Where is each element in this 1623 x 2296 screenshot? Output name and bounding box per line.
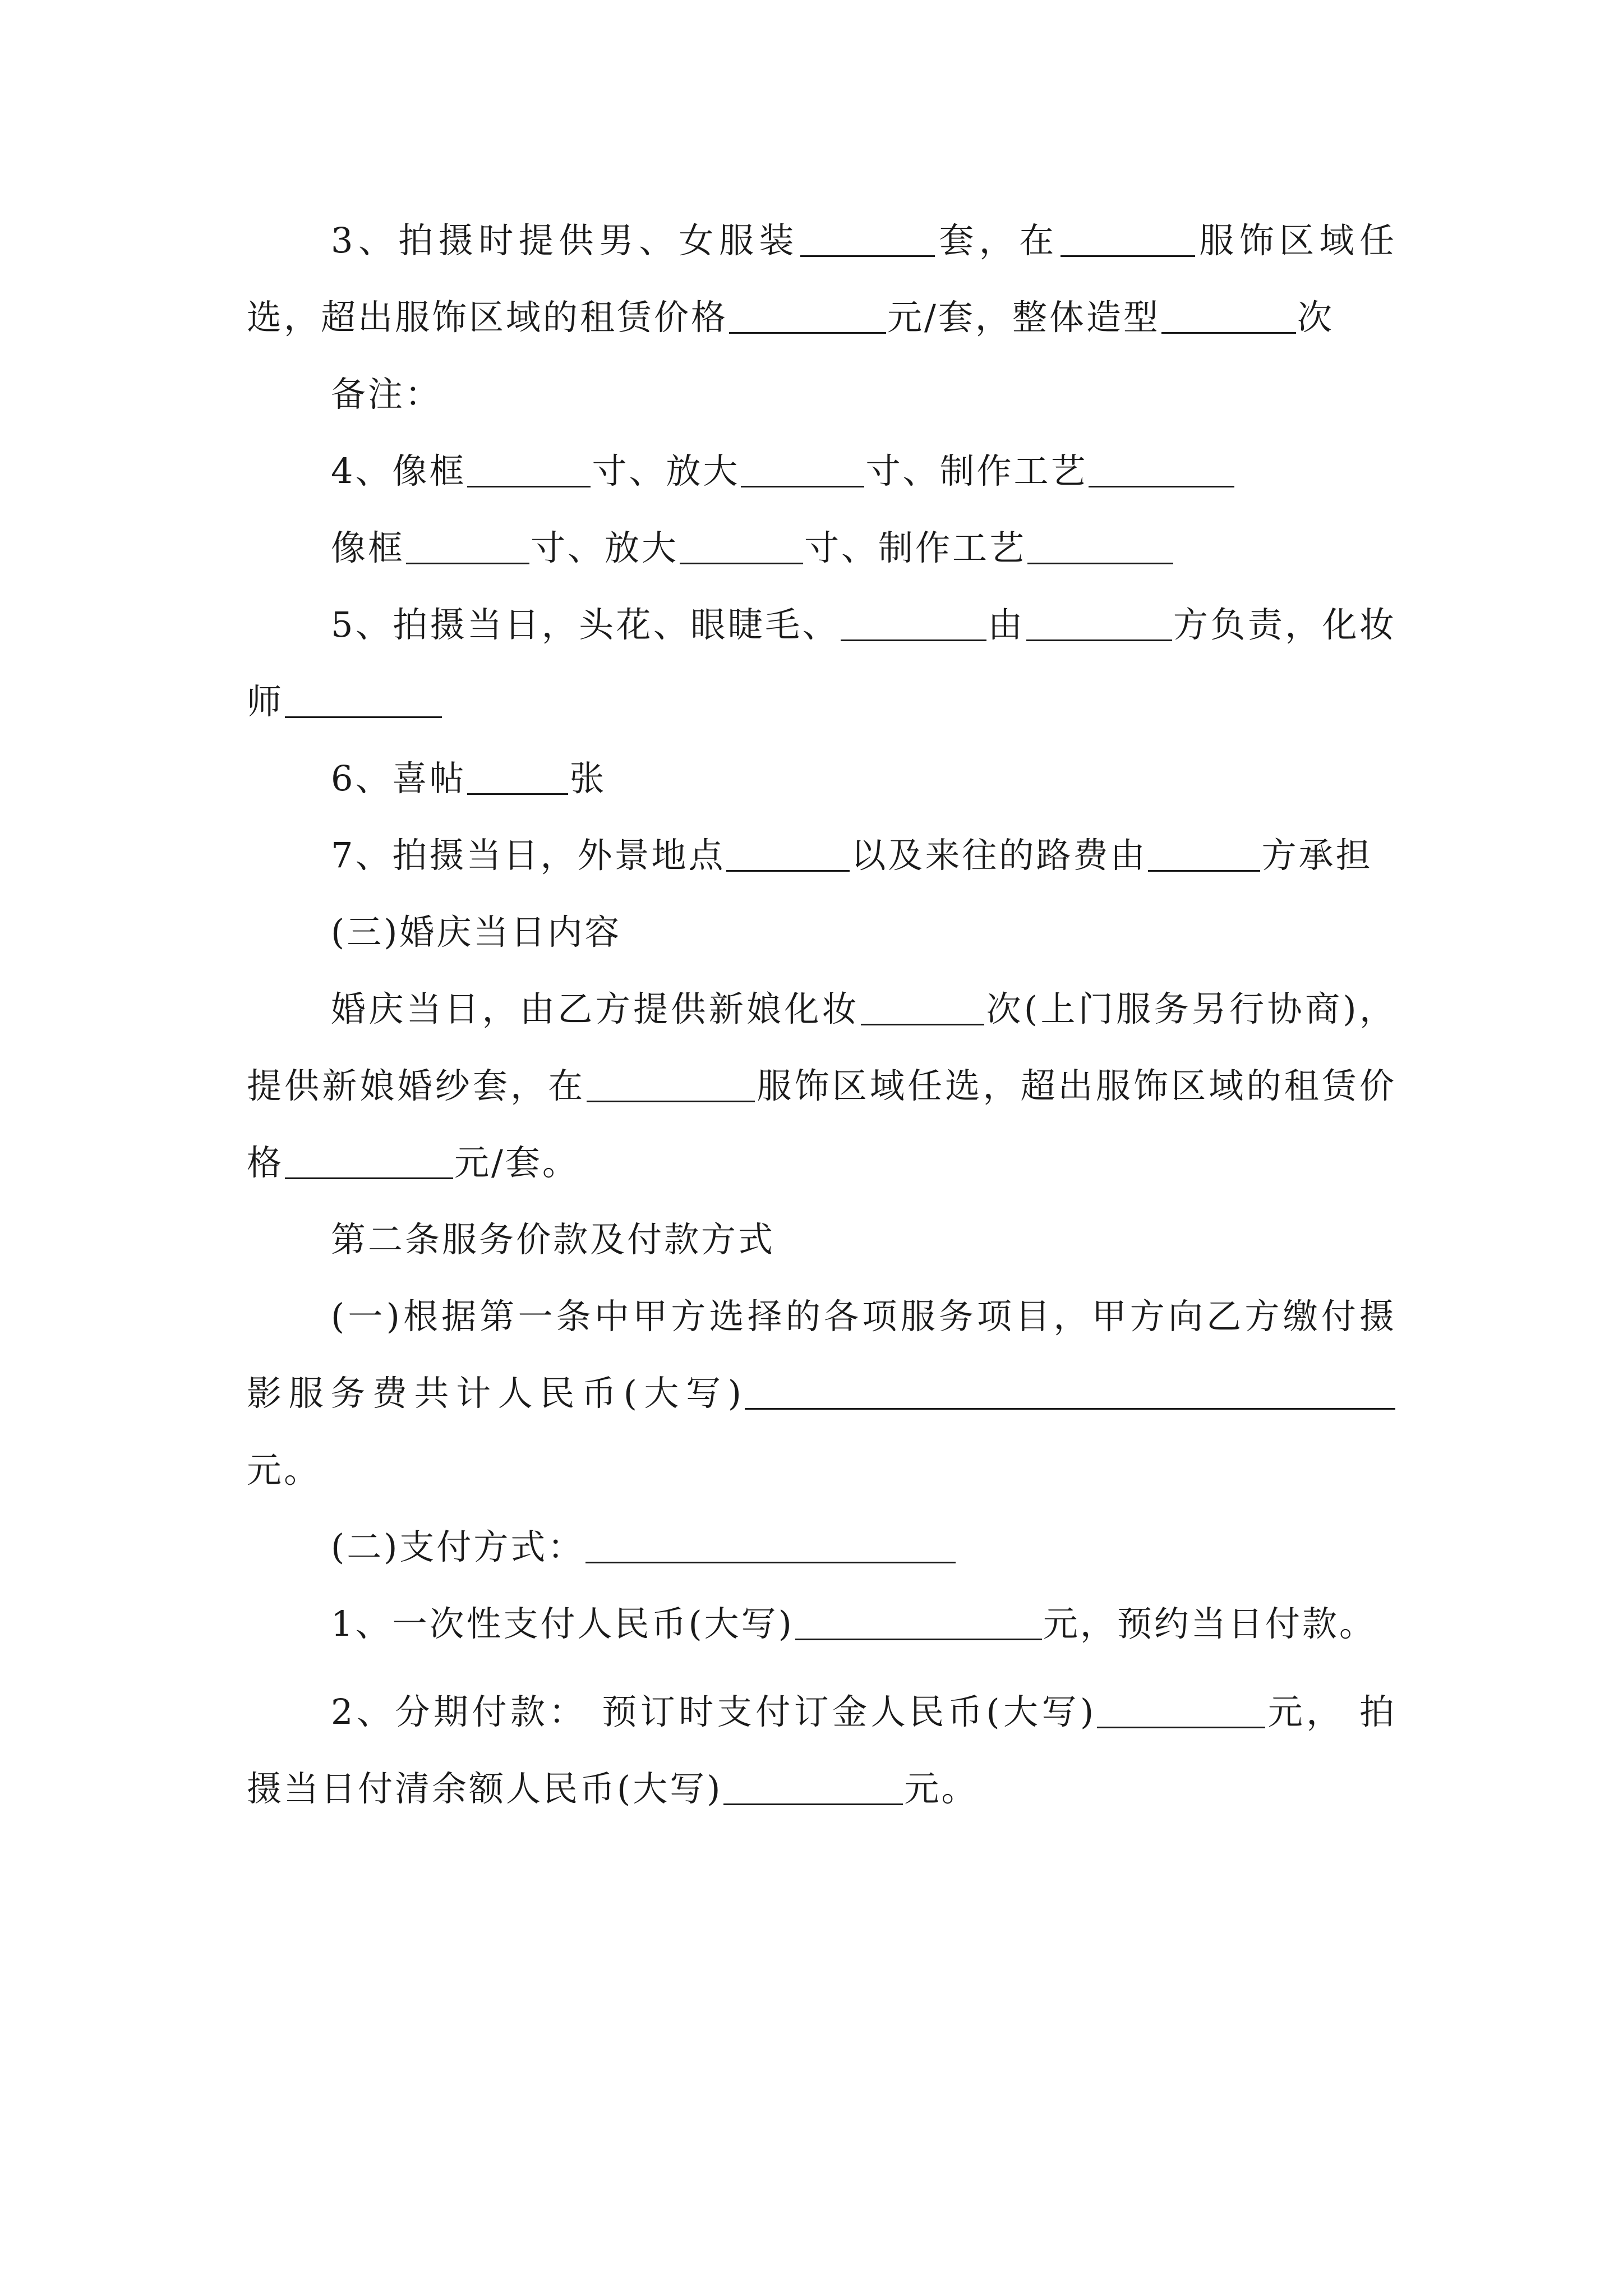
remark-label: 备注： bbox=[331, 374, 442, 415]
article-2-paragraph-1 bbox=[247, 1278, 1396, 1508]
fill-blank[interactable] bbox=[1148, 835, 1260, 872]
fill-blank[interactable] bbox=[467, 758, 568, 795]
fill-blank[interactable] bbox=[861, 989, 984, 1025]
section-3-body bbox=[247, 970, 1396, 1201]
fill-blank[interactable] bbox=[723, 1769, 903, 1805]
fill-blank[interactable] bbox=[680, 528, 803, 564]
document-page bbox=[247, 202, 1396, 1827]
fill-blank[interactable] bbox=[285, 682, 442, 718]
fill-blank[interactable] bbox=[745, 1373, 1395, 1410]
article-2-p1-text-c: 大写) bbox=[639, 1373, 744, 1414]
item-4-text-a: 4、像框 bbox=[331, 450, 467, 491]
article-2-paragraph-2 bbox=[247, 1508, 1396, 1585]
fill-blank[interactable] bbox=[587, 1066, 755, 1102]
item-5-paragraph bbox=[247, 586, 1396, 740]
payment-2-paragraph bbox=[247, 1673, 1396, 1827]
payment-2-text-a: 2、分期付款： 预订时支付订金人民币(大写) bbox=[331, 1691, 1096, 1732]
item-5-text-c: 方负责，化妆师 bbox=[247, 604, 1396, 722]
item-6-text-b: 张 bbox=[569, 758, 607, 799]
item-7-paragraph bbox=[247, 817, 1396, 894]
item-7-text-b: 以及来往的路费由 bbox=[851, 835, 1147, 876]
item-4b-text-a: 像框 bbox=[331, 527, 405, 568]
article-2-p2-text-a: (二)支付方式： bbox=[331, 1526, 585, 1567]
item-4-text-c: 寸、制作工艺 bbox=[865, 450, 1088, 491]
item-7-text-a: 7、拍摄当日，外景地点 bbox=[331, 835, 726, 876]
item-4b-text-c: 寸、制作工艺 bbox=[804, 527, 1027, 568]
fill-blank[interactable] bbox=[1061, 220, 1195, 257]
payment-1-text-b: 元，预约当日付款。 bbox=[1043, 1603, 1376, 1644]
article-2-p1-text-b: ( bbox=[623, 1373, 639, 1414]
item-6-text-a: 6、喜帖 bbox=[331, 758, 467, 799]
item-3-paragraph bbox=[247, 202, 1396, 356]
section-3-text-c: 服饰区域任选，超出服饰区域的租赁价格 bbox=[247, 1065, 1396, 1183]
fill-blank[interactable] bbox=[406, 528, 529, 564]
fill-blank[interactable] bbox=[729, 297, 886, 334]
item-6-paragraph bbox=[247, 740, 1396, 817]
item-3-text-b: 套，在 bbox=[935, 220, 1059, 261]
fill-blank[interactable] bbox=[1161, 297, 1296, 334]
fill-blank[interactable] bbox=[585, 1527, 956, 1563]
fill-blank[interactable] bbox=[800, 220, 935, 257]
fill-blank[interactable] bbox=[795, 1604, 1042, 1640]
fill-blank[interactable] bbox=[741, 451, 864, 487]
item-7-text-c: 方承担 bbox=[1261, 835, 1373, 876]
fill-blank[interactable] bbox=[1097, 1692, 1265, 1728]
section-3-title: (三)婚庆当日内容 bbox=[331, 912, 622, 953]
item-3-text-a: 3、拍摄时提供男、女服装 bbox=[331, 220, 799, 261]
fill-blank[interactable] bbox=[467, 451, 591, 487]
fill-blank[interactable] bbox=[285, 1143, 453, 1179]
item-5-text-a: 5、拍摄当日，头花、眼睫毛、 bbox=[331, 604, 840, 645]
section-3-text-a: 婚庆当日，由乙方提供新娘化妆 bbox=[331, 988, 860, 1029]
item-4b-text-b: 寸、放大 bbox=[531, 527, 679, 568]
section-3-text-b: 次(上门服务另行协商)，提供新娘婚纱套，在 bbox=[247, 988, 1396, 1106]
article-2-p1-text-d: 元。 bbox=[247, 1450, 321, 1490]
item-5-text-b: 由 bbox=[987, 604, 1025, 645]
fill-blank[interactable] bbox=[726, 835, 850, 872]
payment-1-paragraph bbox=[247, 1585, 1396, 1662]
item-4b-paragraph bbox=[247, 509, 1396, 586]
fill-blank[interactable] bbox=[1027, 528, 1173, 564]
item-4-paragraph bbox=[247, 432, 1396, 509]
item-3-text-e: 次 bbox=[1297, 297, 1334, 338]
section-3-text-d: 元/套。 bbox=[454, 1142, 579, 1183]
article-2-title: 第二条服务价款及付款方式 bbox=[331, 1219, 776, 1260]
payment-2-text-c: 元。 bbox=[904, 1768, 979, 1809]
fill-blank[interactable] bbox=[1089, 451, 1234, 487]
fill-blank[interactable] bbox=[841, 605, 986, 641]
fill-blank[interactable] bbox=[1026, 605, 1172, 641]
payment-1-text-a: 1、一次性支付人民币(大写) bbox=[331, 1603, 794, 1644]
article-2-p1-text-a: (一)根据第一条中甲方选择的各项服务项目，甲方向乙方缴付摄影服务费共计人民币 bbox=[247, 1296, 1396, 1414]
item-3-text-c: 服饰区域任选，超出服饰区域的租赁价格 bbox=[247, 220, 1396, 338]
payment-2-text-b: 元， 拍摄当日付清余额人民币(大写) bbox=[247, 1691, 1396, 1809]
item-4-text-b: 寸、放大 bbox=[592, 450, 740, 491]
item-3-text-d: 元/套，整体造型 bbox=[887, 297, 1160, 338]
